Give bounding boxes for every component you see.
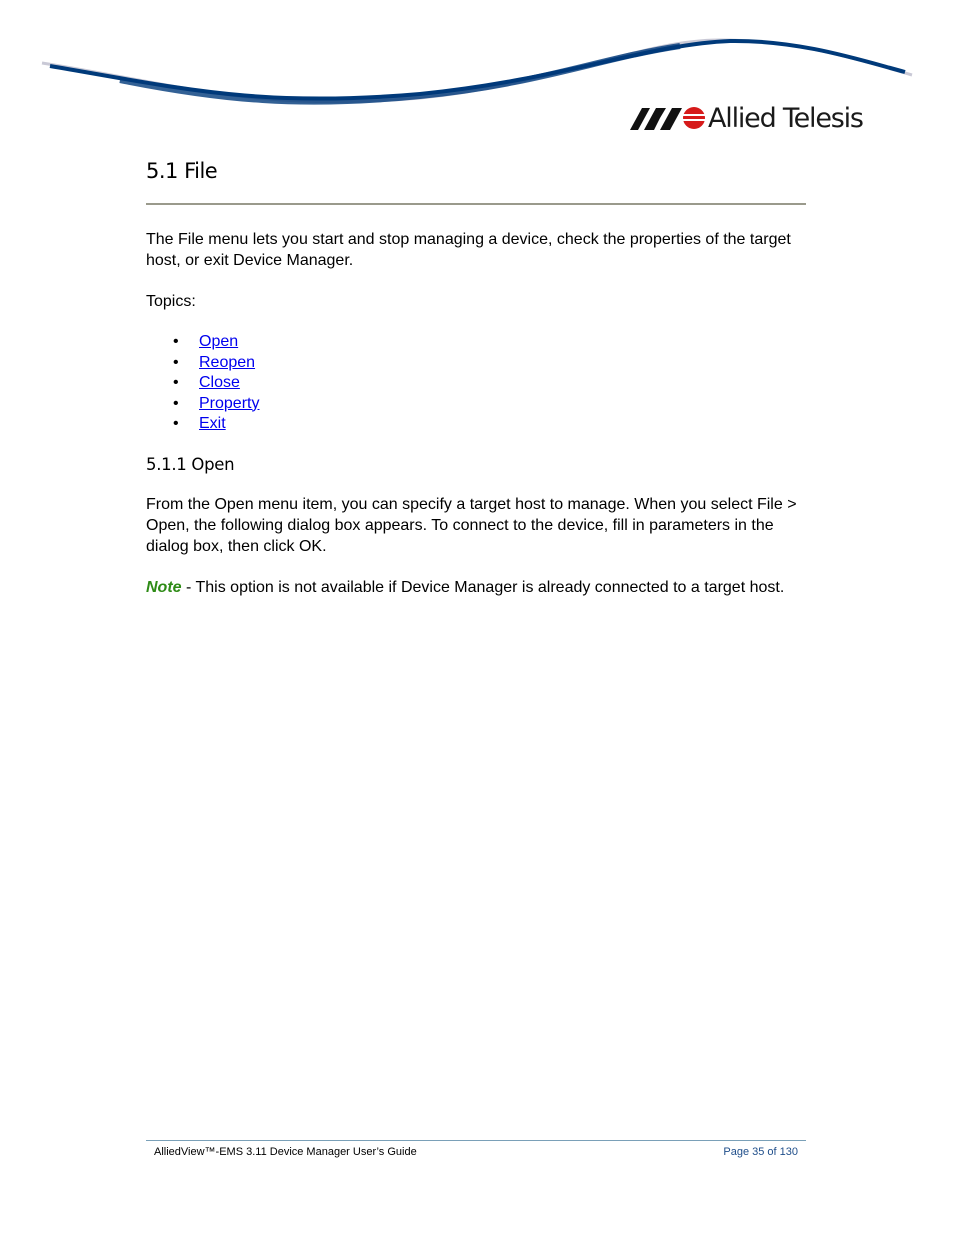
bullet: • (173, 353, 179, 371)
note-paragraph (146, 577, 806, 598)
intro-paragraph: The File menu lets you start and stop managing a device, check the properties of the target host, or exit Device Manager. (146, 231, 791, 269)
bullet: • (173, 394, 179, 412)
bullet: • (173, 374, 179, 391)
subsection-title: 5.1.1 Open (146, 454, 235, 474)
footer-page-number: Page 35 of 130 (723, 1146, 798, 1158)
topics-label: Topics: (146, 293, 196, 310)
bullet: • (173, 333, 179, 350)
list-item (146, 332, 806, 353)
section-title: 5.1 File (146, 159, 218, 183)
list-item (146, 353, 806, 374)
page-footer (146, 1140, 806, 1158)
topic-link-exit[interactable]: Exit (199, 415, 226, 432)
topics-list (146, 332, 806, 435)
bullet: • (173, 415, 179, 432)
topic-link-reopen[interactable]: Reopen (199, 353, 256, 371)
list-item (146, 394, 806, 415)
list-item (146, 373, 806, 394)
open-paragraph: From the Open menu item, you can specify a target host to manage. When you select File > Open, the following dialog box appears. To connect to the device, fill in parameters in the dialog box, then click OK. (146, 495, 797, 555)
topic-link-close[interactable]: Close (199, 374, 240, 391)
allied-telesis-logo (630, 100, 863, 136)
note-text: - This option is not available if Device Manager is already connected to a target host. (181, 578, 785, 596)
allied-telesis-logo-icon (630, 104, 706, 132)
logo-text: Allied Telesis (708, 102, 863, 134)
topic-link-open[interactable]: Open (199, 333, 239, 350)
footer-guide-title: AlliedView™-EMS 3.11 Device Manager User’s Guide (154, 1146, 417, 1158)
main-content (146, 155, 806, 618)
list-item (146, 414, 806, 435)
note-label: Note (146, 578, 182, 596)
title-divider (146, 203, 806, 205)
topic-link-property[interactable]: Property (199, 394, 260, 412)
